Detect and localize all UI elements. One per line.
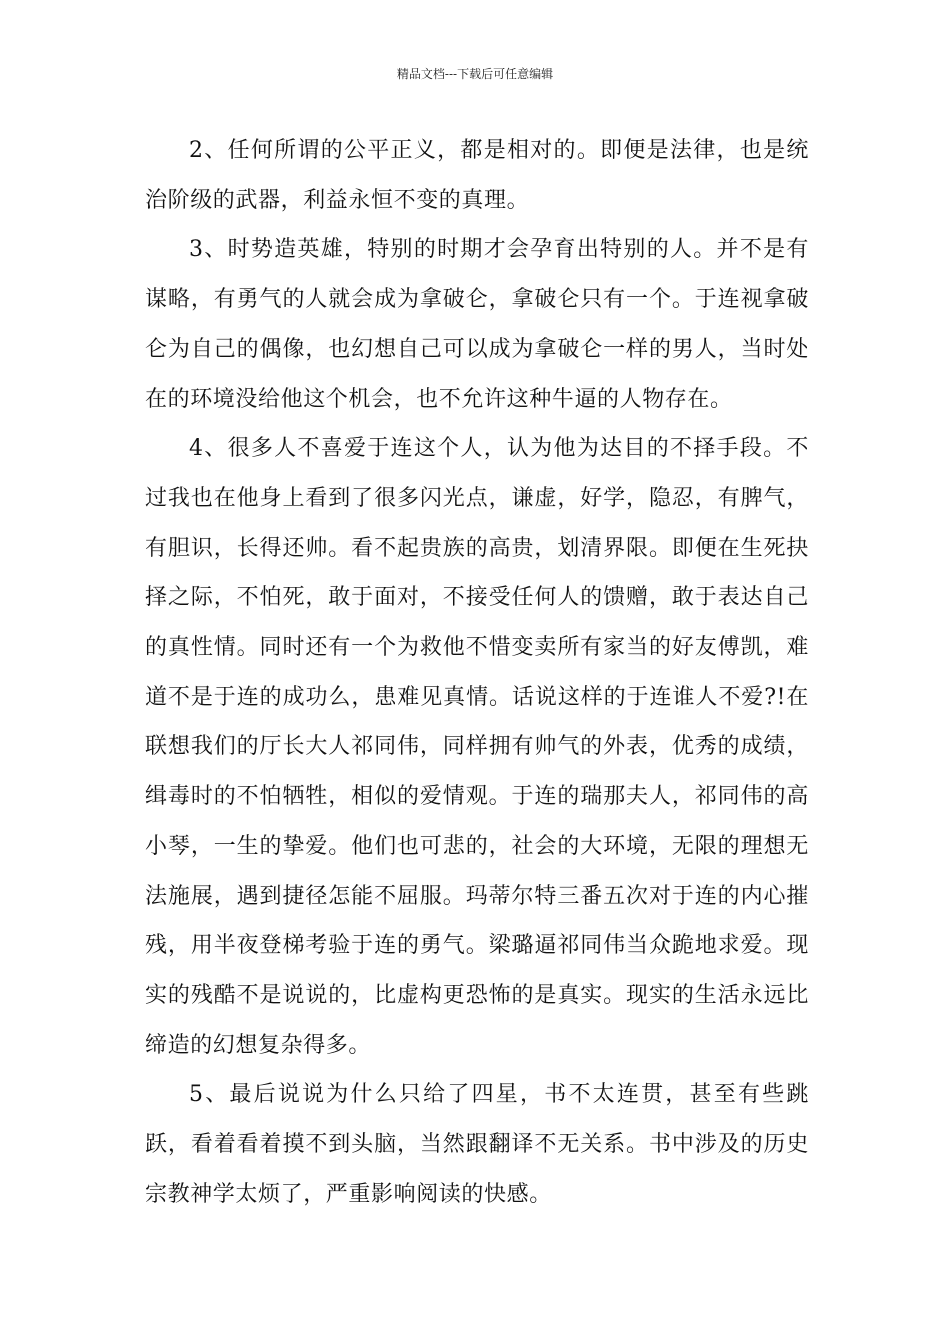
paragraph-3: 3、时势造英雄，特别的时期才会孕育出特别的人。并不是有谋略，有勇气的人就会成为拿破仑，拿破仑只有一个。于连视拿破仑为自己的偶像，也幻想自己可以成为拿破仑一样的男人，当时处在的环境没给他这个机会，也不允许这种牛逼的人物存在。 [145,237,809,412]
paragraph-4: 4、很多人不喜爱于连这个人，认为他为达目的不择手段。不过我也在他身上看到了很多闪光点，谦虚，好学，隐忍，有脾气，有胆识，长得还帅。看不起贵族的高贵，划清界限。即便在生死抉择之际，不怕死，敢于面对，不接受任何人的馈赠，敢于表达自己的真性情。同时还有一个为救他不惜变卖所有家当的好友傅凯，难道不是于连的成功么，患难见真情。话说这样的于连谁人不爱?!在联想我们的厅长大人祁同伟，同样拥有帅气的外表，优秀的成绩，缉毒时的不怕牺牲，相似的爱情观。于连的瑞那夫人，祁同伟的高小琴，一生的挚爱。他们也可悲的，社会的大环境，无限的理想无法施展，遇到捷径怎能不屈服。玛蒂尔特三番五次对于连的内心摧残，用半夜登梯考验于连的勇气。梁璐逼祁同伟当众跪地求爱。现实的残酷不是说说的，比虚构更恐怖的是真实。现实的生活永远比缔造的幻想复杂得多。 [145,436,809,1058]
document-body [145,126,809,1219]
paragraph-2: 2、任何所谓的公平正义，都是相对的。即便是法律，也是统治阶级的武器，利益永恒不变的真理。 [145,138,809,213]
paragraph-5: 5、最后说说为什么只给了四星，书不太连贯，甚至有些跳跃，看着看着摸不到头脑，当然跟翻译不无关系。书中涉及的历史宗教神学太烦了，严重影响阅读的快感。 [145,1082,809,1207]
page-header: 精品文档---下载后可任意编辑 [396,67,554,81]
